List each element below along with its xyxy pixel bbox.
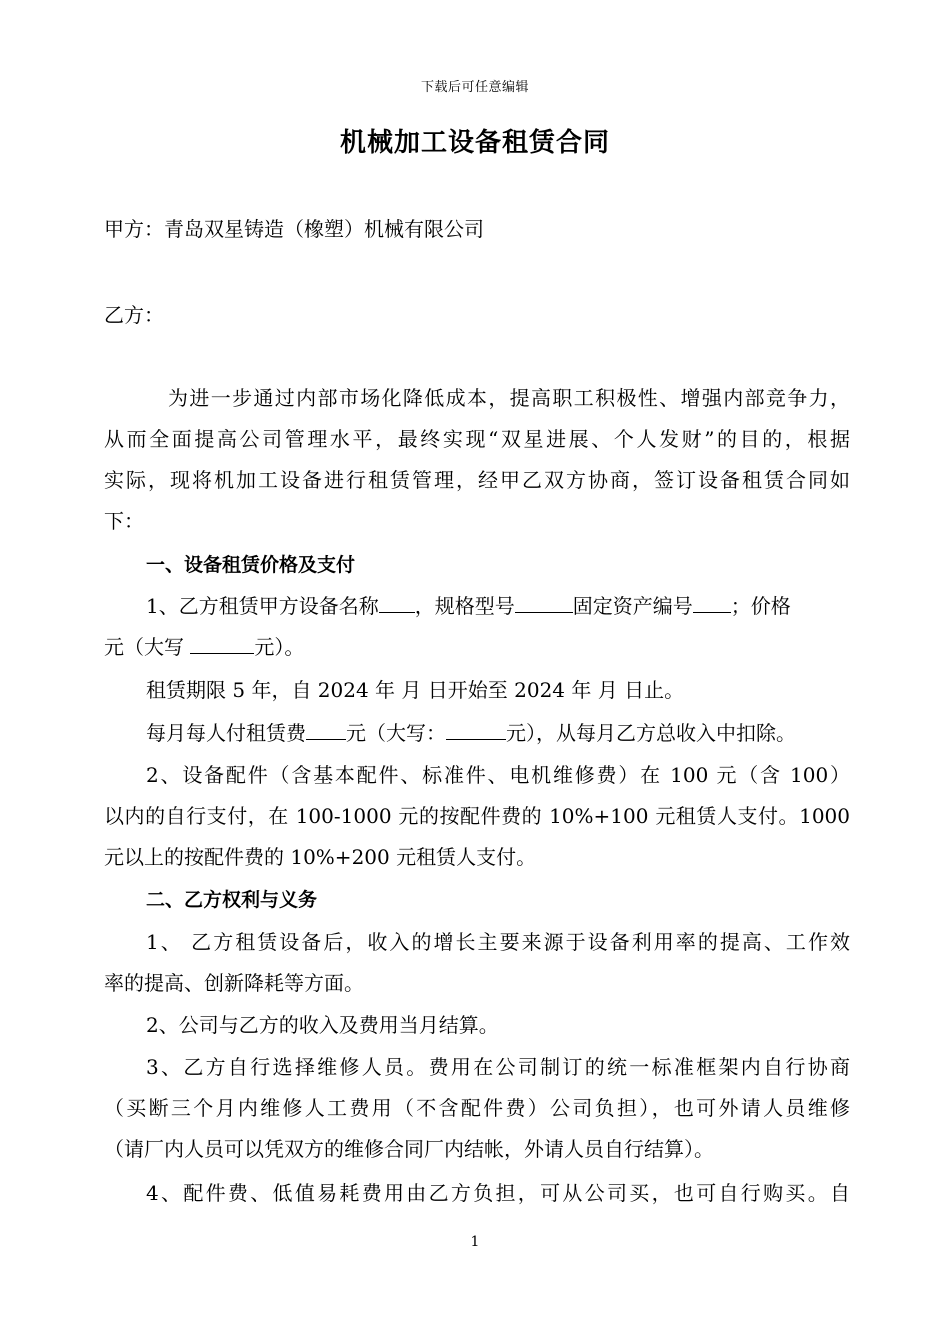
- page-number: 1: [470, 1234, 480, 1250]
- item-1-text-e: 元（大写: [104, 635, 191, 659]
- item-1-text-b: ，规格型号: [414, 594, 515, 618]
- model-spec-blank: [515, 592, 573, 613]
- document-title: 机械加工设备租赁合同: [339, 128, 610, 158]
- header-note: 下载后可任意编辑: [420, 80, 529, 95]
- section-2-item-3-line-3: （请厂内人员可以凭双方的维修合同厂内结帐，外请人员自行结算）。: [104, 1137, 714, 1161]
- fee-words-blank: [446, 719, 506, 740]
- section-1-item-2-line-3: 元以上的按配件费的 10%+200 元租赁人支付。: [104, 845, 537, 869]
- section-2-item-3-line-1: 3、乙方自行选择维修人员。费用在公司制订的统一标准框架内自行协商: [146, 1055, 850, 1079]
- intro-line-4: 下：: [104, 509, 144, 533]
- section-2-heading: 二、乙方权利与义务: [146, 889, 318, 911]
- section-1-heading: 一、设备租赁价格及支付: [146, 554, 356, 576]
- item-1-text-a: 1、乙方租赁甲方设备名称: [146, 594, 379, 618]
- section-2-item-4-line-1: 4、配件费、低值易耗费用由乙方负担，可从公司买，也可自行购买。自: [146, 1181, 850, 1205]
- section-1-item-1-line-2: [104, 633, 850, 661]
- intro-line-2: 从而全面提高公司管理水平，最终实现“双星进展、个人发财”的目的，根据: [104, 427, 850, 451]
- item-1-text-c: 固定资产编号: [572, 594, 693, 618]
- item-1-text-f: 元）。: [254, 635, 305, 659]
- fee-text-b: 元（大写：: [346, 721, 446, 745]
- section-1-item-1-line-1: [146, 592, 850, 620]
- fee-text-c: 元），从每月乙方总收入中扣除。: [506, 721, 796, 745]
- section-2-item-3-line-2: （买断三个月内维修人工费用（不含配件费）公司负担），也可外请人员维修: [104, 1096, 850, 1120]
- party-a-line: 甲方：青岛双星铸造（橡塑）机械有限公司: [104, 217, 484, 241]
- party-b-line: 乙方：: [104, 303, 164, 327]
- fee-amount-blank: [306, 719, 346, 740]
- item-1-text-d: ；价格: [730, 594, 791, 618]
- price-words-blank: [190, 633, 254, 654]
- section-2-item-2: 2、公司与乙方的收入及费用当月结算。: [146, 1013, 499, 1037]
- section-1-item-2-line-2: 以内的自行支付，在 100-1000 元的按配件费的 10%+100 元租赁人支付。1000: [104, 804, 850, 828]
- section-1-item-2-line-1: 2、设备配件（含基本配件、标准件、电机维修费）在 100 元（含 100）: [146, 763, 850, 787]
- equipment-name-blank: [379, 592, 415, 613]
- lease-term-line: 租赁期限 5 年，自 2024 年 月 日开始至 2024 年 月 日止。: [146, 678, 685, 702]
- intro-line-3: 实际，现将机加工设备进行租赁管理，经甲乙双方协商，签订设备租赁合同如: [104, 468, 850, 492]
- fee-text-a: 每月每人付租赁费: [146, 721, 306, 745]
- monthly-fee-line: [146, 719, 850, 747]
- section-2-item-1-line-2: 率的提高、创新降耗等方面。: [104, 971, 364, 995]
- section-2-item-1-line-1: 1、 乙方租赁设备后，收入的增长主要来源于设备利用率的提高、工作效: [146, 930, 850, 954]
- asset-number-blank: [693, 592, 731, 613]
- intro-line-1: 为进一步通过内部市场化降低成本，提高职工积极性、增强内部竞争力，: [168, 386, 850, 410]
